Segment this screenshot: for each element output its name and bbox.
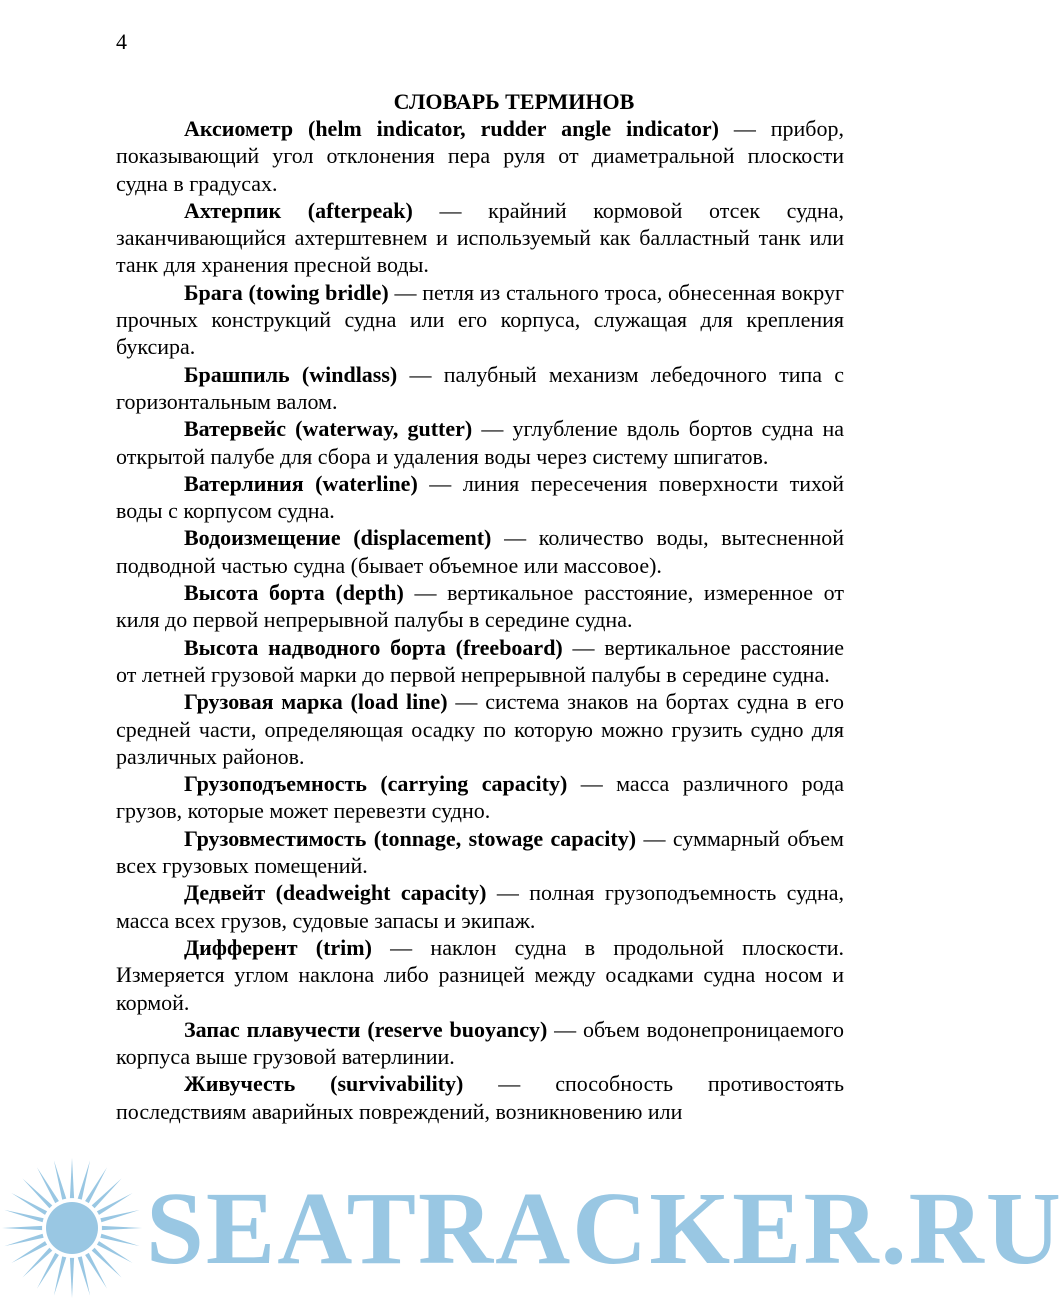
glossary-definition: — прибор, показывающий угол отклонения пера руля от диаметральной плоскости судна в градусах. xyxy=(116,116,844,196)
sun-ray xyxy=(78,1160,90,1199)
glossary-term: Ватерлиния (waterline) xyxy=(184,470,418,496)
glossary-entry xyxy=(116,770,844,825)
glossary-term: Аксиометр (helm indicator, rudder angle indicator) xyxy=(184,116,719,141)
glossary-entry xyxy=(116,279,844,361)
glossary-entry xyxy=(116,934,844,1016)
glossary-term: Брашпиль (windlass) xyxy=(184,361,398,387)
glossary-entry xyxy=(116,688,844,770)
sun-ray xyxy=(70,1158,74,1198)
glossary-term: Грузовместимость (tonnage, stowage capacity) xyxy=(184,825,637,851)
sun-ray xyxy=(102,1226,142,1230)
glossary-definition: — система знаков на бортах судна в его средней части, определяющая осадку по которую можно грузить судно для различных районов. xyxy=(116,689,844,769)
sun-ray xyxy=(54,1160,66,1199)
page-number: 4 xyxy=(116,29,127,54)
sun-ray xyxy=(85,1167,107,1203)
glossary-entry xyxy=(116,470,844,525)
glossary-term: Ахтерпик (afterpeak) xyxy=(184,197,413,223)
page-title: СЛОВАРЬ ТЕРМИНОВ xyxy=(393,89,635,114)
glossary-definition: — вертикальное расстояние от летней грузовой марки до первой непрерывной палубы в середине судна. xyxy=(116,634,844,687)
sun-ray xyxy=(85,1253,107,1289)
glossary-entry xyxy=(116,579,844,634)
glossary-definition: — способность противостоять последствиям аварийных повреждений, возникновению или xyxy=(116,1071,844,1124)
sun-ray xyxy=(2,1226,42,1230)
sun-ray xyxy=(97,1241,133,1263)
sun-ray xyxy=(11,1241,47,1263)
glossary-entry xyxy=(116,825,844,880)
glossary-term: Запас плавучести (reserve buoyancy) xyxy=(184,1016,548,1042)
glossary-definition: — объем водонепроницаемого корпуса выше грузовой ватерлинии. xyxy=(116,1016,844,1070)
glossary-definition: — линия пересечения поверхности тихой воды с корпусом судна. xyxy=(116,470,844,524)
glossary-entry xyxy=(116,415,844,470)
glossary-definition: — количество воды, вытесненной подводной частью судна (бывает объемное или массовое). xyxy=(116,525,844,578)
glossary-term: Живучесть (survivability) xyxy=(184,1071,464,1097)
sun-ray xyxy=(23,1248,53,1278)
glossary-definition: — петля из стального троса, обнесенная вокруг прочных конструкций судна или его корпуса, служащая для крепления буксира. xyxy=(116,279,844,360)
glossary-entry xyxy=(116,115,844,197)
glossary-entry xyxy=(116,1070,844,1125)
sun-ray xyxy=(100,1210,139,1222)
glossary-definition: — вертикальное расстояние, измеренное от киля до первой непрерывной палубы в середине судна. xyxy=(116,580,844,633)
glossary-definition: — углубление вдоль бортов судна на открытой палубе для сбора и удаления воды через систему шпигатов. xyxy=(116,416,844,469)
glossary-entry xyxy=(116,1016,844,1071)
sun-ray xyxy=(37,1253,59,1289)
glossary-entry xyxy=(116,524,844,579)
glossary-term: Высота борта (depth) xyxy=(184,580,404,606)
glossary-term: Брага (towing bridle) xyxy=(184,279,389,305)
sun-ray xyxy=(70,1258,74,1298)
glossary-entry xyxy=(116,879,844,934)
glossary-definition: — крайний кормовой отсек судна, заканчивающийся ахтерштевнем и используемый как балластный танк или танк для хранения пресной воды. xyxy=(116,197,844,278)
glossary-term: Грузоподъемность (carrying capacity) xyxy=(184,771,568,797)
glossary-definition: — суммарный объем всех грузовых помещений. xyxy=(116,825,844,879)
sun-ray xyxy=(37,1167,59,1203)
glossary-entry xyxy=(116,197,844,279)
glossary-definition: — масса различного рода грузов, которые может перевезти судно. xyxy=(116,771,844,824)
sun-ray xyxy=(92,1179,122,1209)
sun-logo-icon xyxy=(0,1156,180,1306)
glossary-entry xyxy=(116,361,844,416)
sun-ray xyxy=(97,1193,133,1215)
sun-ray xyxy=(11,1193,47,1215)
sun-ray xyxy=(78,1256,90,1295)
watermark xyxy=(0,1150,1063,1298)
glossary-definition: — наклон судна в продольной плоскости. Измеряется углом наклона либо разницей между осадками судна носом и кормой. xyxy=(116,934,845,1015)
glossary-term: Дедвейт (deadweight capacity) xyxy=(184,880,487,906)
watermark-text: SEATRACKER.RU xyxy=(146,1171,1063,1286)
sun-ray xyxy=(23,1179,53,1209)
sun-ray xyxy=(4,1234,43,1246)
sun-ray xyxy=(100,1234,139,1246)
glossary-term: Грузовая марка (load line) xyxy=(184,689,448,715)
glossary-term: Ватервейс (waterway, gutter) xyxy=(184,416,473,442)
glossary-definition: — полная грузоподъемность судна, масса всех грузов, судовые запасы и экипаж. xyxy=(116,880,844,933)
glossary-entry xyxy=(116,634,844,689)
sun-ray xyxy=(54,1256,66,1295)
glossary-definition: — палубный механизм лебедочного типа с горизонтальным валом. xyxy=(116,361,844,414)
glossary-term: Высота надводного борта (freeboard) xyxy=(184,634,563,660)
sun-ray xyxy=(4,1210,43,1222)
glossary-term: Водоизмещение (displacement) xyxy=(184,525,492,551)
sun-ray xyxy=(92,1248,122,1278)
glossary-list xyxy=(116,115,844,1125)
glossary-term: Дифферент (trim) xyxy=(184,934,372,960)
